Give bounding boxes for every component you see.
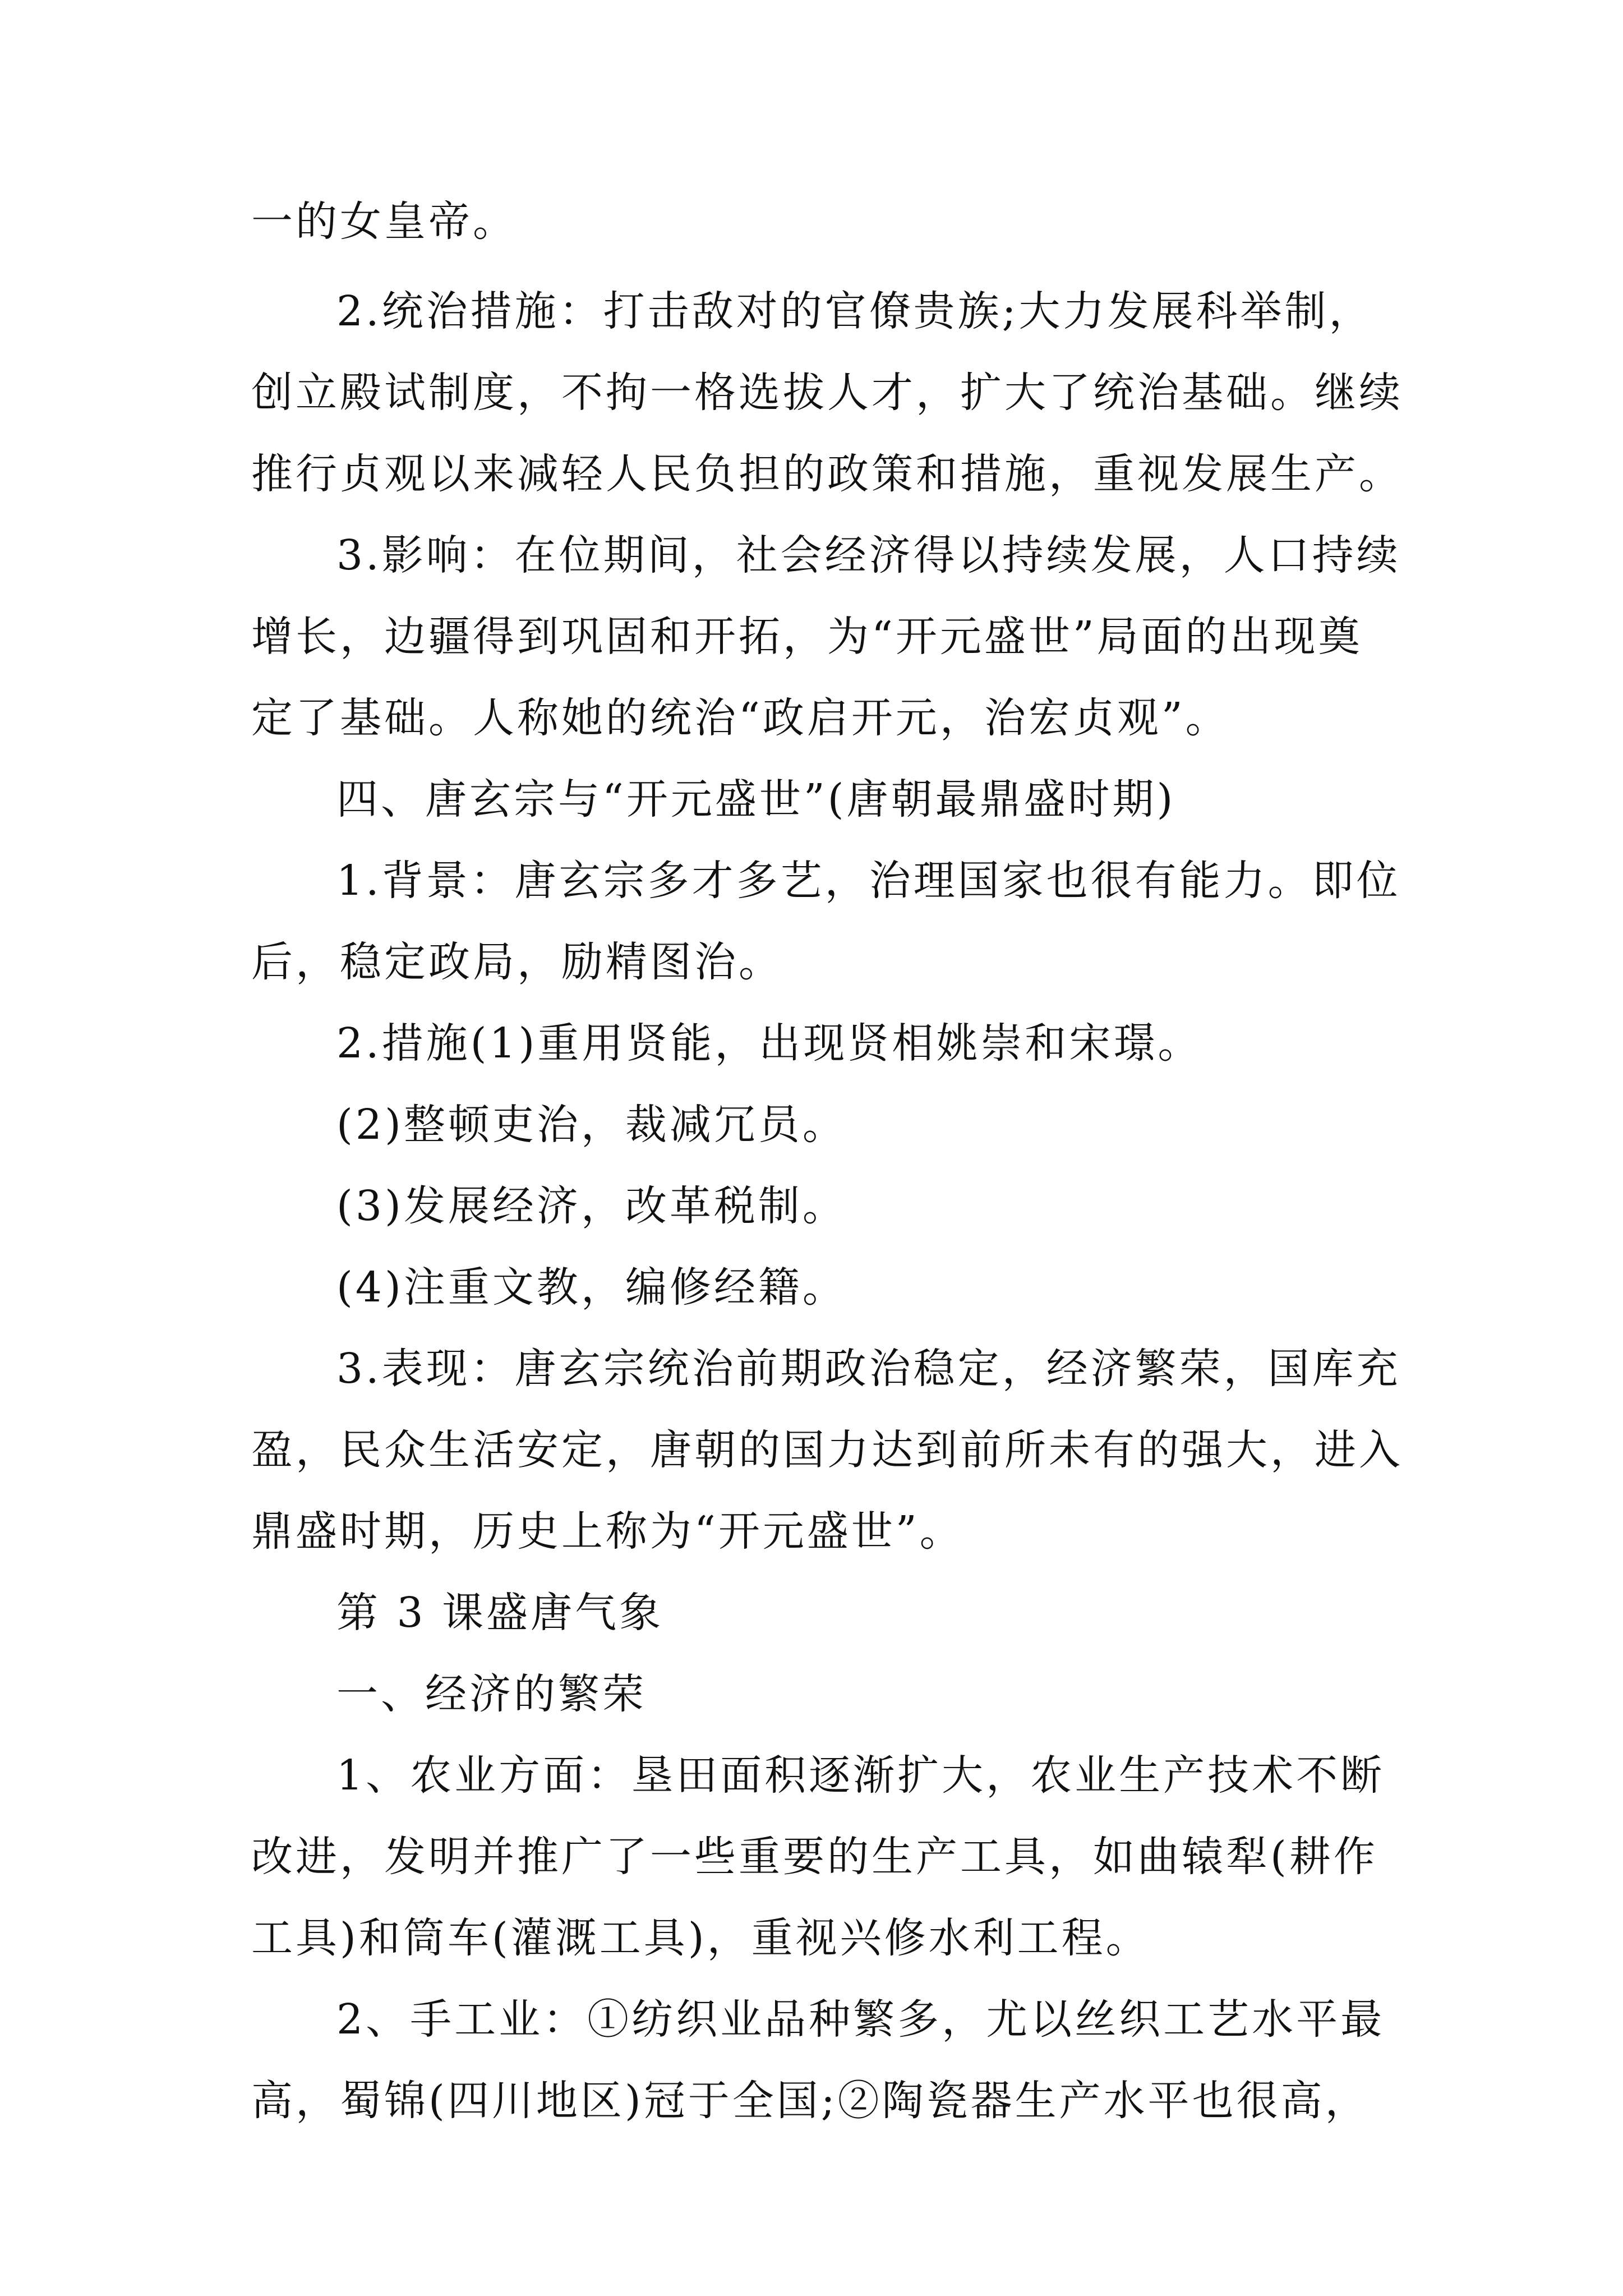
- lesson-heading: 第 3 课盛唐气象: [336, 1589, 664, 1637]
- section-heading: 四、唐玄宗与“开元盛世”(唐朝最鼎盛时期): [336, 775, 1176, 823]
- text-line-24: 高，蜀锦(四川地区)冠于全国;②陶瓷器生产水平也很高，: [251, 2077, 1370, 2125]
- text-line-14: (4)注重文教，编修经籍。: [336, 1263, 847, 1312]
- text-line-6: 增长，边疆得到巩固和开拓，为“开元盛世”局面的出现奠: [251, 613, 1363, 661]
- text-line-15: 3.表现：唐玄宗统治前期政治稳定，经济繁荣，国库充: [336, 1345, 1401, 1393]
- text-line-5: 3.影响：在位期间，社会经济得以持续发展，人口持续: [336, 531, 1401, 579]
- text-line-21: 改进，发明并推广了一些重要的生产工具，如曲辕犁(耕作: [251, 1833, 1378, 1881]
- text-line-3: 创立殿试制度，不拘一格选拔人才，扩大了统治基础。继续: [251, 369, 1403, 417]
- text-line-11: 2.措施(1)重用贤能，出现贤相姚崇和宋璟。: [336, 1019, 1202, 1068]
- text-line-13: (3)发展经济，改革税制。: [336, 1182, 847, 1230]
- text-line-17: 鼎盛时期，历史上称为“开元盛世”。: [251, 1507, 964, 1556]
- text-line-2: 2.统治措施：打击敌对的官僚贵族;大力发展科举制，: [336, 287, 1373, 335]
- text-line-20: 1、农业方面：垦田面积逐渐扩大，农业生产技术不断: [336, 1751, 1385, 1800]
- text-line-1: 一的女皇帝。: [251, 197, 517, 246]
- text-line-4: 推行贞观以来减轻人民负担的政策和措施，重视发展生产。: [251, 450, 1403, 498]
- text-line-10: 后，稳定政局，励精图治。: [251, 938, 783, 986]
- text-line-16: 盈，民众生活安定，唐朝的国力达到前所未有的强大，进入: [251, 1426, 1403, 1474]
- text-line-12: (2)整顿吏治，裁减冗员。: [336, 1101, 847, 1149]
- text-line-9: 1.背景：唐玄宗多才多艺，治理国家也很有能力。即位: [336, 857, 1401, 905]
- section-heading: 一、经济的繁荣: [336, 1670, 647, 1718]
- text-line-7: 定了基础。人称她的统治“政启开元，治宏贞观”。: [251, 694, 1230, 742]
- text-line-23: 2、手工业：①纺织业品种繁多，尤以丝织工艺水平最: [336, 1995, 1385, 2044]
- text-line-22: 工具)和筒车(灌溉工具)，重视兴修水利工程。: [251, 1914, 1150, 1962]
